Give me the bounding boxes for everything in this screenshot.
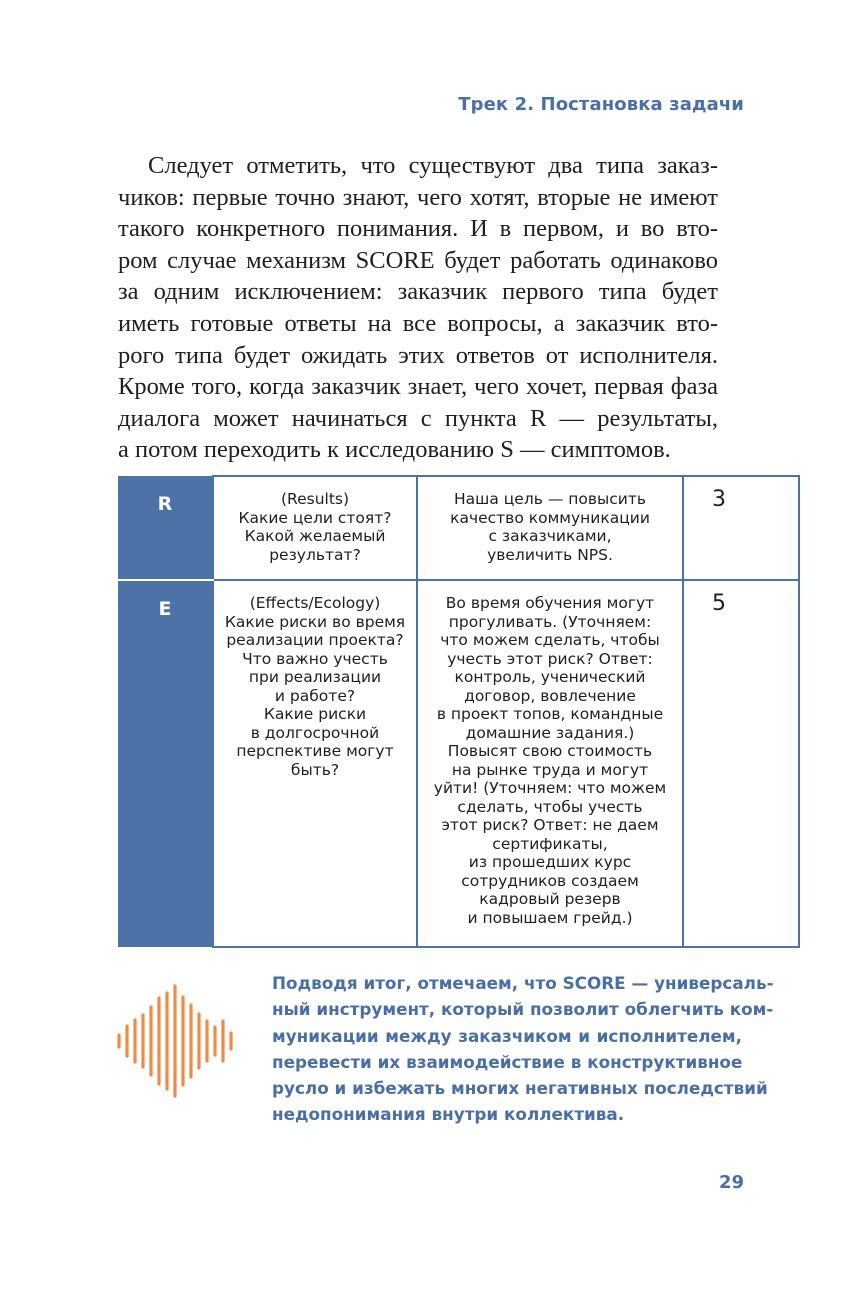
conclusion-line: Подводя итог, отмечаем, что SCORE — универсаль-	[272, 973, 774, 993]
answer-line: сертификаты,	[492, 834, 608, 853]
body-line: рого типа будет ожидать этих ответов от исполнителя.	[118, 341, 718, 369]
answer-line: договор, вовлечение	[464, 686, 636, 705]
score-value: 3	[712, 487, 726, 512]
body-line: ром случае механизм SCORE будет работать одинаково	[118, 246, 718, 274]
answer-line: контроль, ученический	[454, 668, 646, 686]
question-line: в долгосрочной	[250, 723, 380, 742]
body-line: чиков: первые точно знают, чего хотят, вторые не имеют	[118, 183, 718, 211]
score-value: 5	[712, 591, 726, 616]
row-letter	[118, 476, 213, 580]
answer-line: Наша цель — повысить	[454, 490, 646, 508]
answer-line: кадровый резерв	[479, 890, 621, 908]
conclusion-paragraph	[272, 970, 774, 1128]
question-line: результат?	[269, 545, 361, 564]
score-cell	[683, 580, 799, 947]
running-title: Трек 2. Постановка задачи	[458, 94, 744, 115]
question-cell	[213, 476, 417, 580]
conclusion-line: ный инструмент, который позволит облегчить ком-	[272, 999, 774, 1020]
score-table	[118, 475, 800, 948]
answer-line: и повышаем грейд.)	[467, 908, 633, 927]
answer-line: учесть этот риск? Ответ:	[447, 649, 653, 668]
answer-line: Во время обучения могут	[445, 594, 655, 612]
conclusion-line: русло и избежать многих негативных последствий	[272, 1078, 768, 1099]
body-line: такого конкретного понимания. И в первом, и во вто-	[118, 215, 718, 243]
answer-line: домашние задания.)	[465, 723, 635, 742]
table-row	[118, 580, 799, 947]
answer-line: на рынке труда и могут	[451, 760, 649, 779]
question-line: (Results)	[280, 490, 350, 508]
question-line: (Effects/Ecology)	[249, 594, 381, 612]
question-line: быть?	[290, 760, 340, 779]
body-line: иметь готовые ответы на все вопросы, а заказчик вто-	[118, 309, 718, 337]
question-line: и работе?	[274, 686, 356, 705]
answer-line: с заказчиками,	[488, 527, 612, 545]
answer-line: Повысят свою стоимость	[447, 742, 653, 760]
body-line: Кроме того, когда заказчик знает, чего хочет, первая фаза	[118, 373, 718, 401]
score-cell	[683, 476, 799, 580]
question-line: Какие риски во время	[224, 612, 406, 631]
answer-line: этот риск? Ответ: не даем	[441, 816, 659, 834]
answer-line: увеличить NPS.	[487, 545, 613, 564]
page-number: 29	[718, 1172, 744, 1193]
body-paragraph	[118, 150, 718, 466]
question-line: Что важно учесть	[242, 649, 388, 668]
question-line: Какие цели стоят?	[238, 508, 392, 527]
answer-cell	[417, 580, 683, 947]
answer-line: из прошедших курс	[468, 853, 632, 871]
question-line: Какие риски	[263, 705, 367, 723]
body-line: за одним исключением: заказчик первого типа будет	[118, 278, 718, 306]
answer-line: сделать, чтобы учесть	[457, 797, 643, 816]
question-line: при реализации	[248, 668, 382, 686]
table-row	[118, 476, 799, 580]
body-line: а потом переходить к исследованию S — симптомов.	[118, 436, 671, 464]
answer-line: сотрудников создаем	[461, 871, 639, 890]
question-cell	[213, 580, 417, 947]
answer-cell	[417, 476, 683, 580]
row-letter	[118, 580, 213, 947]
sound-wave-icon	[112, 983, 242, 1099]
row-letter-text: E	[158, 598, 172, 620]
answer-line: уйти! (Уточняем: что можем	[433, 779, 667, 797]
body-line: диалога может начинаться с пункта R — результаты,	[118, 404, 718, 432]
row-letter-text: R	[157, 493, 173, 515]
body-line: Следует отметить, что существуют два типа заказ-	[148, 152, 718, 179]
answer-line: что можем сделать, чтобы	[440, 631, 660, 649]
answer-line: прогуливать. (Уточняем:	[448, 612, 652, 631]
question-line: Какой желаемый	[244, 527, 386, 545]
question-line: реализации проекта?	[226, 631, 404, 649]
conclusion-line: недопонимания внутри коллектива.	[272, 1104, 625, 1125]
conclusion-line: муникации между заказчиком и исполнителем,	[272, 1025, 742, 1046]
question-line: перспективе могут	[236, 742, 394, 760]
answer-line: в проект топов, командные	[436, 705, 664, 723]
conclusion-line: перевести их взаимодействие в конструктивное	[272, 1051, 743, 1072]
answer-line: качество коммуникации	[450, 508, 650, 527]
